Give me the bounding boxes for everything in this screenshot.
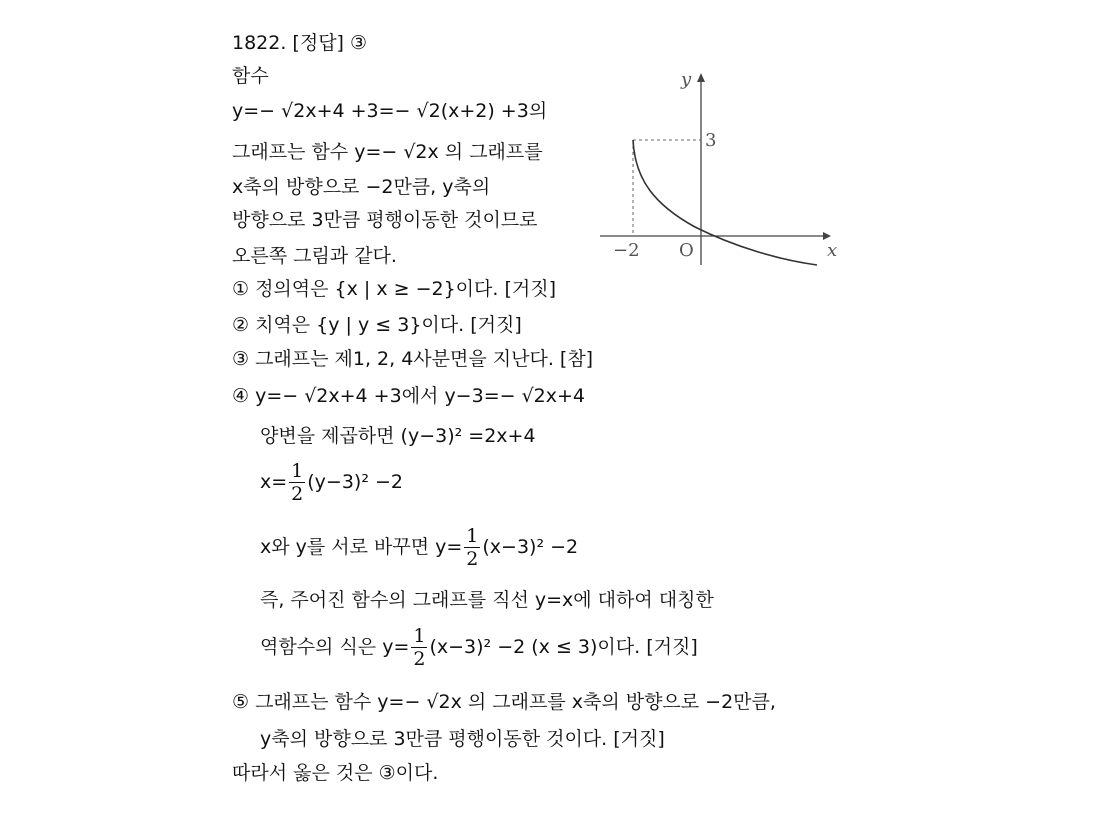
text-line: 그래프는 함수 y=− √2x 의 그래프를 <box>232 141 543 163</box>
option-4-step4: 즉, 주어진 함수의 그래프를 직선 y=x에 대하여 대칭한 <box>260 589 714 611</box>
option-2: ② 치역은 {y | y ≤ 3}이다. [거짓] <box>232 314 522 336</box>
conclusion: 따라서 옳은 것은 ③이다. <box>232 762 439 784</box>
y-axis-arrow <box>697 73 705 82</box>
text-line: 함수 <box>232 65 269 87</box>
x-tick-label: −2 <box>613 240 640 261</box>
fraction-numerator: 1 <box>413 625 426 647</box>
function-graph <box>595 65 845 275</box>
option-4-step2 <box>260 460 403 505</box>
eq-suffix: (x−3)² −2 (x ≤ 3)이다. [거짓] <box>429 636 698 658</box>
eq-suffix: (x−3)² −2 <box>482 536 579 558</box>
x-axis-arrow <box>823 232 831 240</box>
option-4-step3 <box>260 525 578 570</box>
option-4-step1: 양변을 제곱하면 (y−3)² =2x+4 <box>260 425 536 447</box>
text-line: x축의 방향으로 −2만큼, y축의 <box>232 176 491 198</box>
option-5-cont: y축의 방향으로 3만큼 평행이동한 것이다. [거짓] <box>260 728 665 750</box>
eq-prefix: x= <box>260 471 288 493</box>
fraction-denominator: 2 <box>466 548 479 570</box>
x-axis-label: x <box>827 240 838 261</box>
fraction <box>411 625 427 670</box>
text-line: y=− √2x+4 +3=− √2(x+2) +3의 <box>232 100 548 122</box>
option-1: ① 정의역은 {x | x ≥ −2}이다. [거짓] <box>232 278 557 300</box>
text-line: 방향으로 3만큼 평행이동한 것이므로 <box>232 209 538 231</box>
fraction-numerator: 1 <box>291 460 304 482</box>
fraction <box>289 460 305 505</box>
option-3: ③ 그래프는 제1, 2, 4사분면을 지난다. [참] <box>232 348 594 370</box>
y-axis-label: y <box>681 69 692 90</box>
text-line: 오른쪽 그림과 같다. <box>232 245 397 267</box>
fraction-denominator: 2 <box>291 483 304 505</box>
origin-label: O <box>679 240 694 261</box>
eq-prefix: x와 y를 서로 바꾸면 y= <box>260 536 463 558</box>
y-tick-label: 3 <box>705 130 717 151</box>
option-5: ⑤ 그래프는 함수 y=− √2x 의 그래프를 x축의 방향으로 −2만큼, <box>232 691 776 713</box>
option-4-step5 <box>260 625 698 670</box>
fraction-numerator: 1 <box>466 525 479 547</box>
curve <box>633 140 817 265</box>
fraction-denominator: 2 <box>413 648 426 670</box>
option-4: ④ y=− √2x+4 +3에서 y−3=− √2x+4 <box>232 385 586 407</box>
fraction <box>464 525 480 570</box>
eq-suffix: (y−3)² −2 <box>307 471 404 493</box>
answer-header: 1822. [정답] ③ <box>232 32 368 54</box>
eq-prefix: 역함수의 식은 y= <box>260 636 410 658</box>
